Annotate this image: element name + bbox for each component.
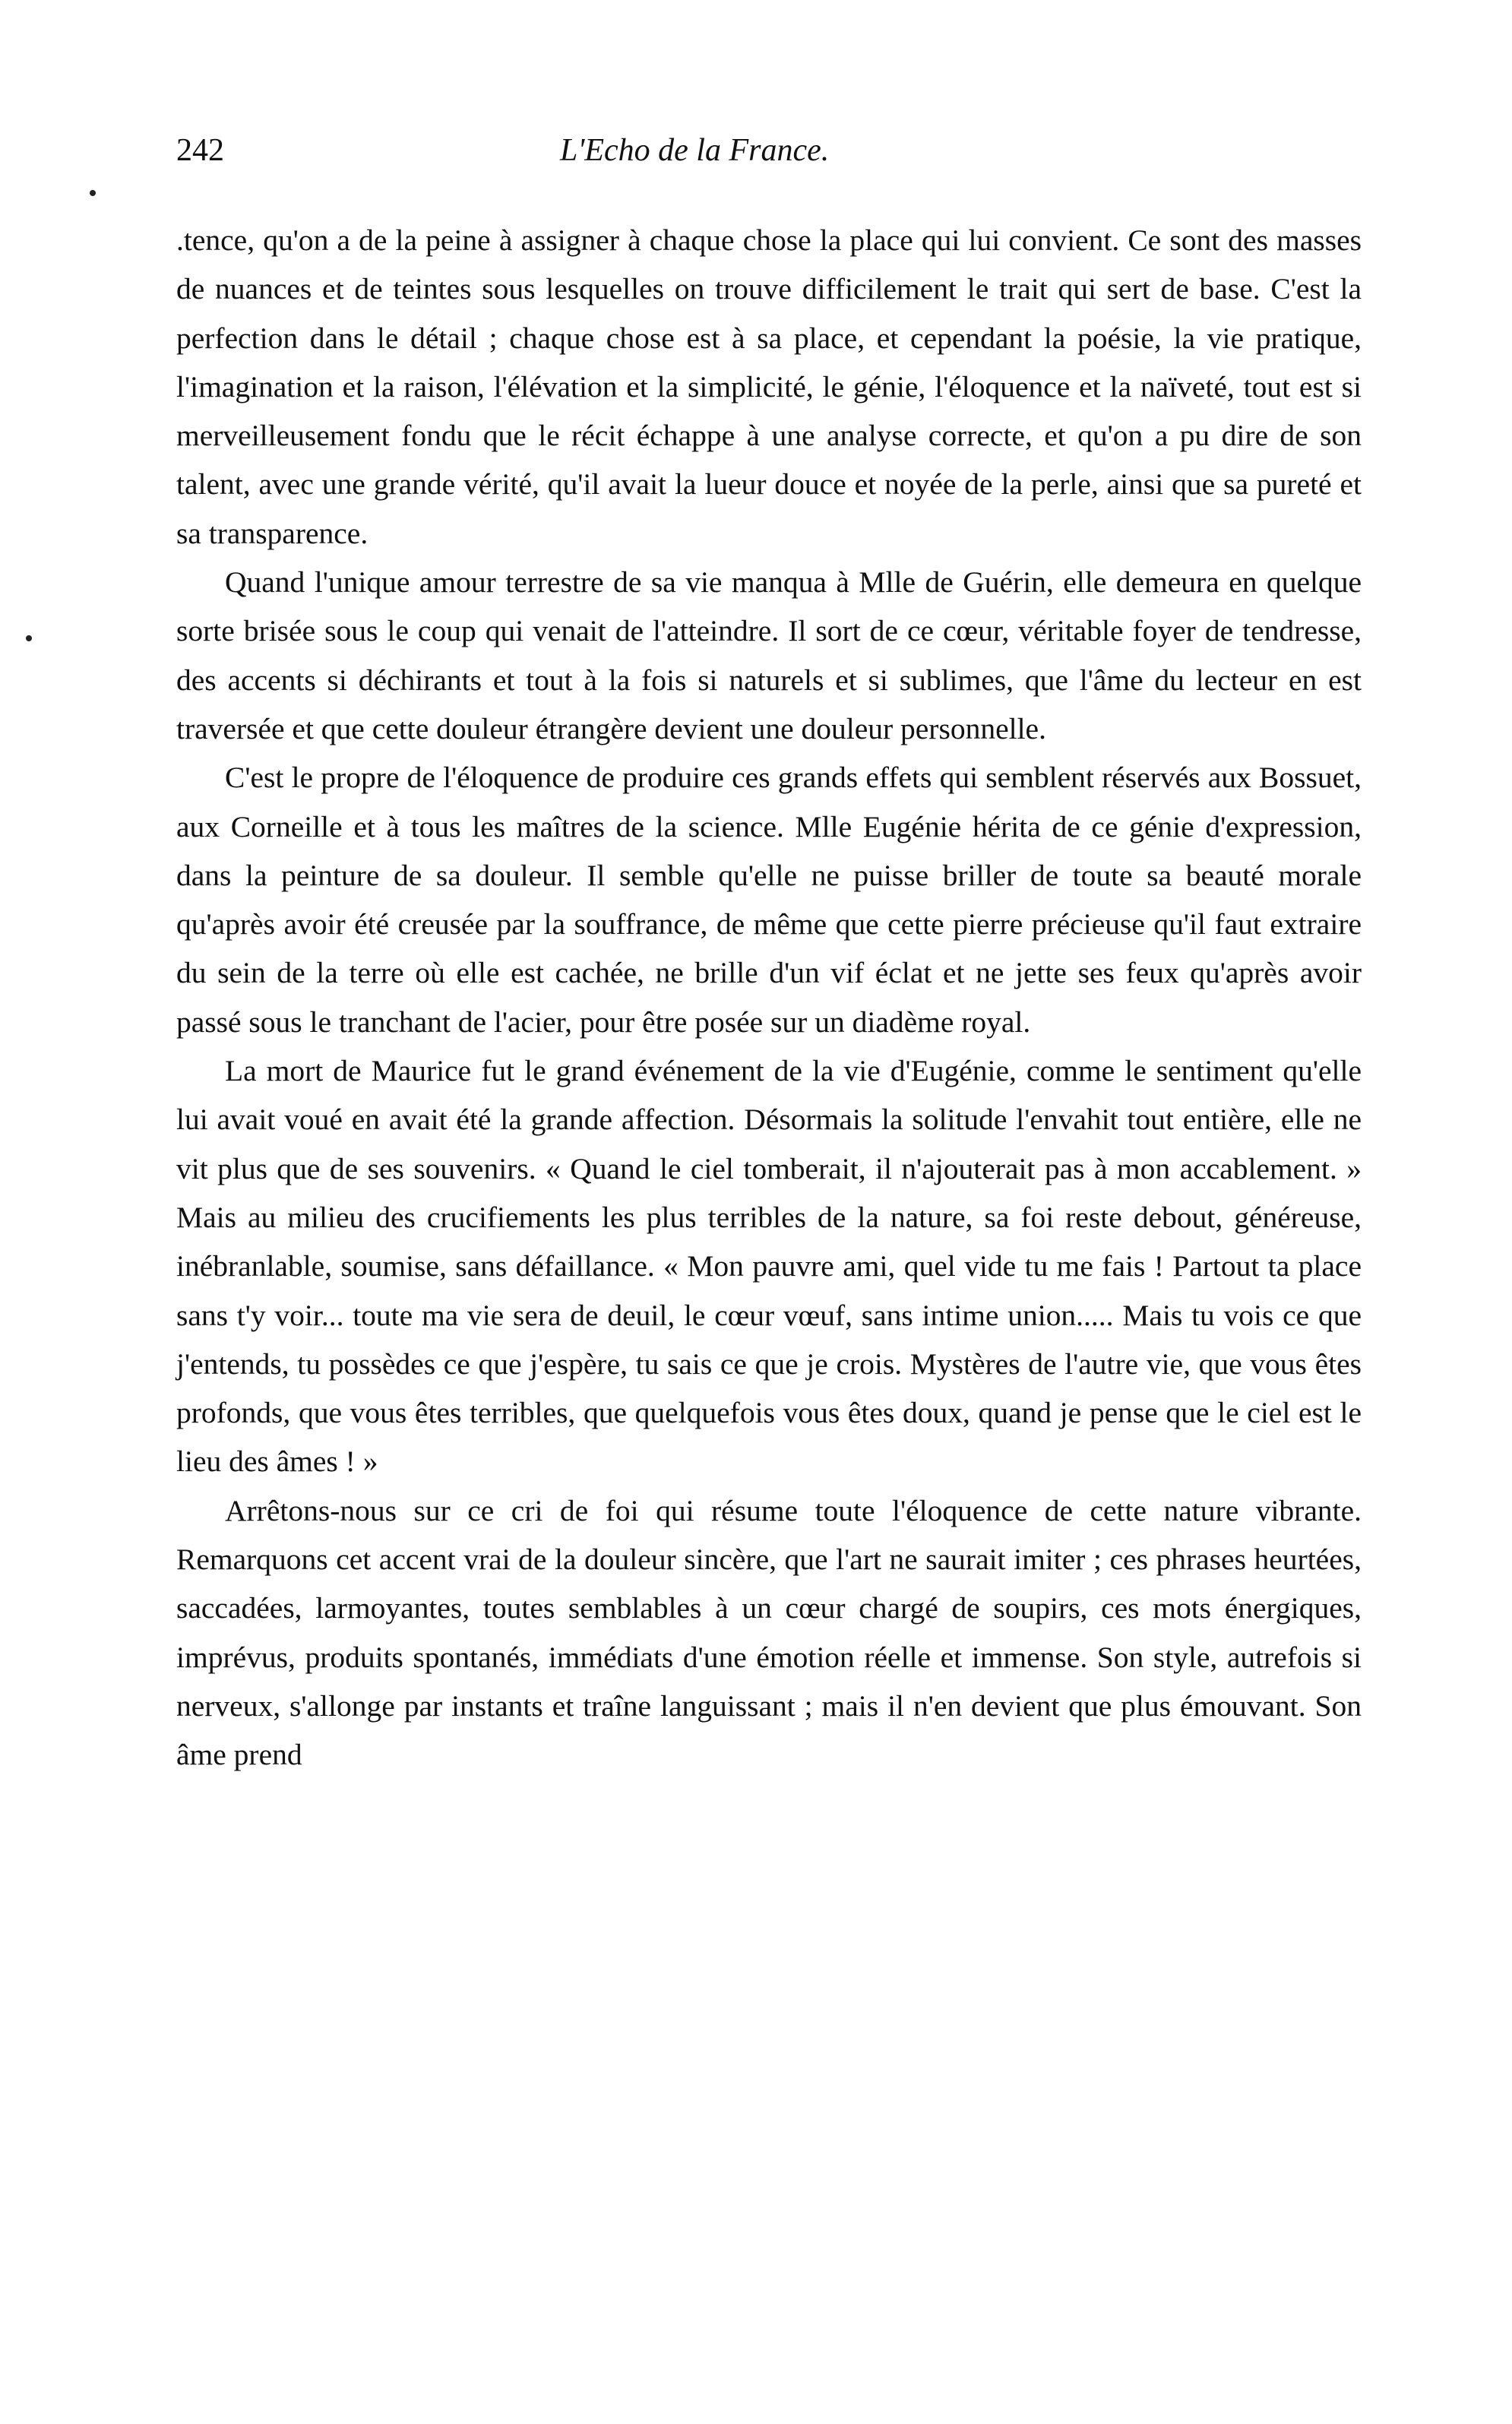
page-header [176, 128, 1362, 173]
paragraph-4: La mort de Maurice fut le grand événement de la vie d'Eugénie, comme le sentiment qu'elle lui avait voué en avait été la grande affection. Désormais la solitude l'envahit tout entière, elle ne vit plus que de ses souvenirs. « Quand le ciel tomberait, il n'ajouterait pas à mon accablement. » Mais au milieu des crucifiements les plus terribles de la nature, sa foi reste debout, généreuse, inébranlable, soumise, sans défaillance. « Mon pauvre ami, quel vide tu me fais ! Partout ta place sans t'y voir... toute ma vie sera de deuil, le cœur vœuf, sans intime union..... Mais tu vois ce que j'entends, tu possèdes ce que j'espère, tu sais ce que je crois. Mystères de l'autre vie, que vous êtes profonds, que vous êtes terribles, que quelquefois vous êtes doux, quand je pense que le ciel est le lieu des âmes ! » [176, 1054, 1362, 1479]
body-text [176, 216, 1362, 1780]
paragraph-1: .tence, qu'on a de la peine à assigner à chaque chose la place qui lui convient. Ce sont des masses de nuances et de teintes sous lesquelles on trouve difficilement le trait qui sert de base. C'est la perfection dans le détail ; chaque chose est à sa place, et cependant la poésie, la vie pratique, l'imagination et la raison, l'élévation et la simplicité, le génie, l'éloquence et la naïveté, tout est si merveilleusement fondu que le récit échappe à une analyse correcte, et qu'on a pu dire de son talent, avec une grande vérité, qu'il avait la lueur douce et noyée de la perle, ainsi que sa pureté et sa transparence. [176, 223, 1362, 550]
paper-speck [90, 190, 96, 196]
paragraph-2: Quand l'unique amour terrestre de sa vie manqua à Mlle de Guérin, elle demeura en quelque sorte brisée sous le coup qui venait de l'atteindre. Il sort de ce cœur, véritable foyer de tendresse, des accents si déchirants et tout à la fois si naturels et si sublimes, que l'âme du lecteur en est traversée et que cette douleur étrangère devient une douleur personnelle. [176, 565, 1362, 745]
paragraph-3: C'est le propre de l'éloquence de produire ces grands effets qui semblent réservés aux Bossuet, aux Corneille et à tous les maîtres de la science. Mlle Eugénie hérita de ce génie d'expression, dans la peinture de sa douleur. Il semble qu'elle ne puisse briller de toute sa beauté morale qu'après avoir été creusée par la souffrance, de même que cette pierre précieuse qu'il faut extraire du sein de la terre où elle est cachée, ne brille d'un vif éclat et ne jette ses feux qu'après avoir passé sous le tranchant de l'acier, pour être posée sur un diadème royal. [176, 761, 1362, 1039]
page-number: 242 [176, 133, 224, 168]
paper-speck [26, 635, 32, 641]
running-title: L'Echo de la France. [560, 133, 830, 168]
paragraph-5: Arrêtons-nous sur ce cri de foi qui résume toute l'éloquence de cette nature vibrante. Remarquons cet accent vrai de la douleur sincère, que l'art ne saurait imiter ; ces phrases heurtées, saccadées, larmoyantes, toutes semblables à un cœur chargé de soupirs, ces mots énergiques, imprévus, produits spontanés, immédiats d'une émotion réelle et immense. Son style, autrefois si nerveux, s'allonge par instants et traîne languissant ; mais il n'en devient que plus émouvant. Son âme prend [176, 1493, 1362, 1772]
